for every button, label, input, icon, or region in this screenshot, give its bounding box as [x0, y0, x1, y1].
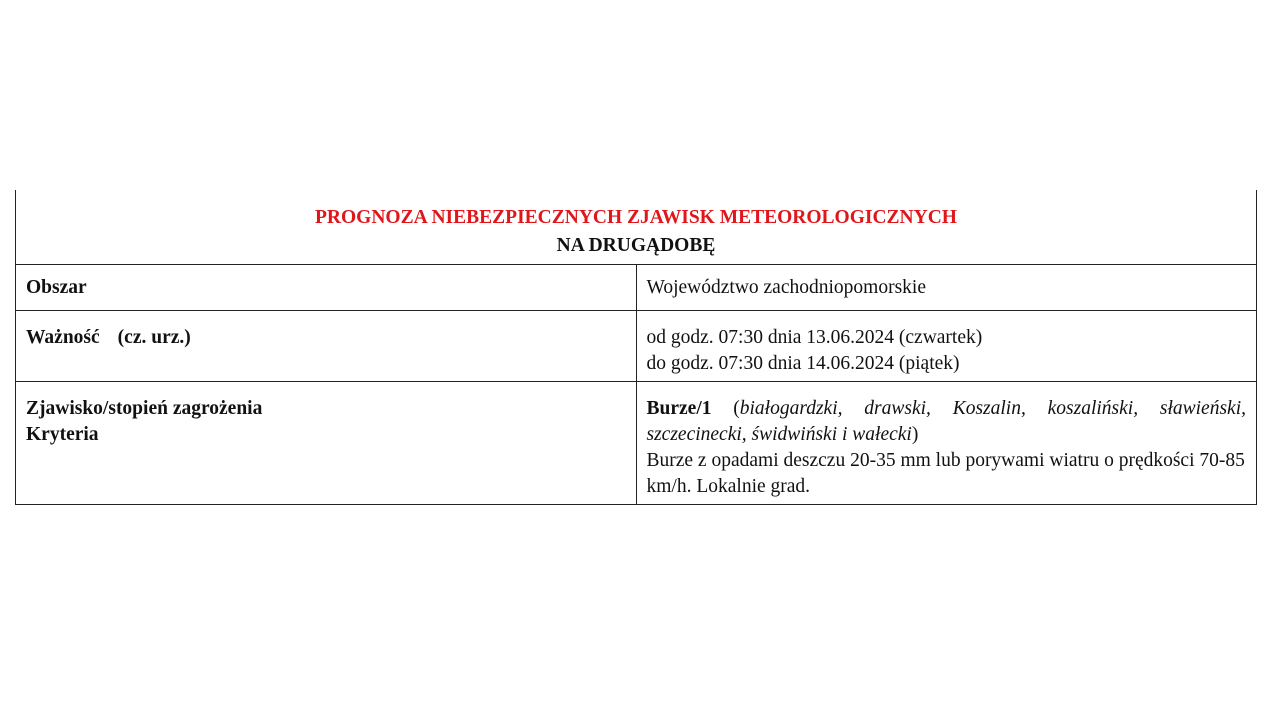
valid-from: od godz. 07:30 dnia 13.06.2024 (czwartek) — [646, 327, 983, 348]
zjawisko-label: Zjawisko/stopień zagrożenia — [26, 398, 263, 419]
row-zjawisko — [16, 382, 1257, 505]
waznosc-value-cell — [636, 311, 1257, 382]
phenomenon-line — [647, 396, 1247, 448]
header-cell — [16, 190, 1257, 265]
warning-table — [15, 190, 1257, 505]
criteria-text: Burze z opadami deszczu 20-35 mm lub porywami wiatru o prędkości 70-85 km/h. Lokalnie grad. — [646, 450, 1245, 497]
county-list: białogardzki, drawski, Koszalin, koszaliński, sławieński, szczecinecki, świdwiński i wałecki — [646, 398, 1246, 445]
waznosc-label: Ważność — [26, 327, 100, 348]
kryteria-label: Kryteria — [26, 424, 99, 445]
row-waznosc — [16, 311, 1257, 382]
waznosc-label-sub: (cz. urz.) — [117, 327, 191, 348]
paren-close: ) — [911, 424, 919, 445]
header-row — [16, 190, 1257, 265]
valid-to: do godz. 07:30 dnia 14.06.2024 (piątek) — [646, 353, 960, 374]
zjawisko-value-cell — [636, 382, 1257, 505]
phenomenon-level: Burze/1 — [646, 398, 712, 419]
zjawisko-label-cell — [16, 382, 637, 505]
waznosc-label-cell — [16, 311, 637, 382]
obszar-value: Województwo zachodniopomorskie — [636, 265, 1257, 311]
row-obszar — [16, 265, 1257, 311]
document-subtitle: NA DRUGĄDOBĘ — [556, 235, 716, 256]
obszar-label: Obszar — [16, 265, 637, 311]
document-title: PROGNOZA NIEBEZPIECZNYCH ZJAWISK METEOROLOGICZNYCH — [315, 207, 957, 228]
paren-open: ( — [711, 398, 740, 419]
